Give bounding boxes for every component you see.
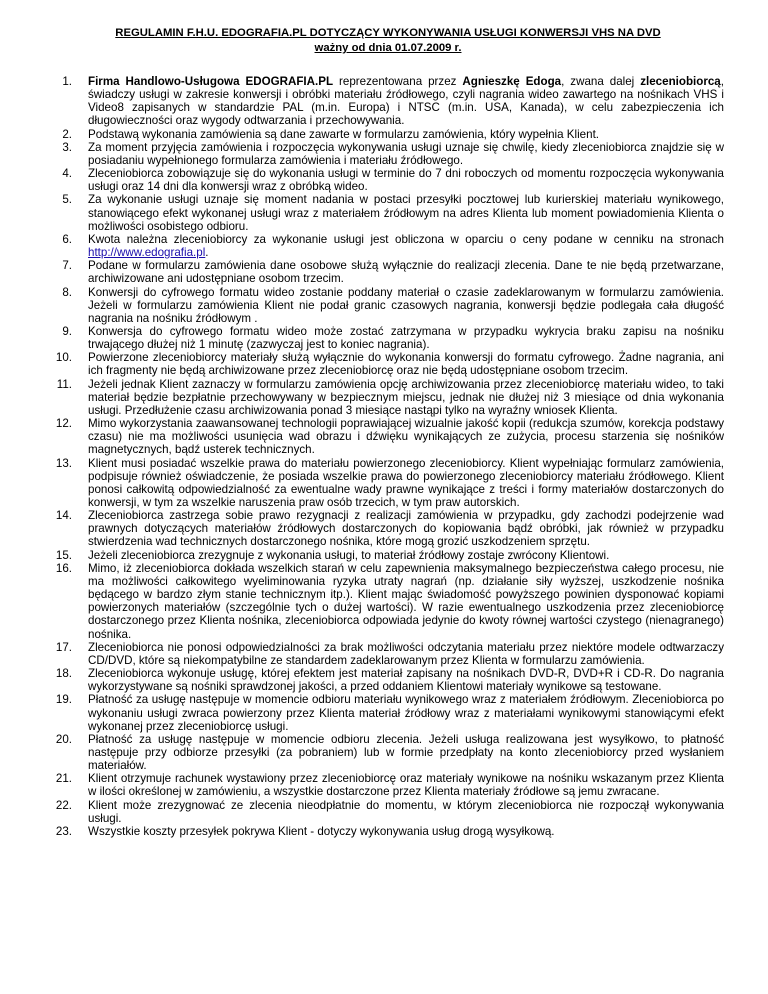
rule-number: 7. (62, 259, 72, 273)
rule-5 (52, 193, 724, 232)
rule-number: 4. (62, 167, 72, 181)
document-title (52, 26, 724, 56)
rule-number: 10. (55, 351, 72, 365)
rule-16 (52, 562, 724, 641)
rule-2 (52, 128, 724, 141)
rule-text: Mimo, iż zleceniobiorca dokłada wszelkich starań w celu zapewnienia maksymalnego bezpieczeństwa całego procesu, nie ma możliwości całkowitego wyeliminowania ryzyka utraty nagrań (np. działanie siły wyższej, uszkodzenie nośnika będącego w bardzo złym stanie technicznym itp.). Klient mając świadomość powyższego powinien dysponować kopiami powierzonych materiałów (szczególnie tych o dużej wartości). W razie ewentualnego uszkodzenia przez zleceniobiorcę dostarczonego przez Klienta nośnika, zleceniobiorca odpowiada jedynie do kwoty równej wartości czystego (nienagranego) nośnika. (88, 561, 724, 641)
rule-text: Klient może zrezygnować ze zlecenia nieodpłatnie do momentu, w którym zleceniobiorca nie rozpoczął wykonywania usługi. (88, 798, 724, 825)
rule-text: Płatność za usługę następuje w momencie odbioru zlecenia. Jeżeli usługa realizowana jest wysyłkowo, to płatność następuje przy odbiorze przesyłki (za pobraniem) lub w formie przedpłaty na konto zleceniobiorcy przed wysłaniem materiałów. (88, 732, 724, 773)
rule-15 (52, 549, 724, 562)
rule-number: 8. (62, 285, 72, 299)
rule-text: Zleceniobiorca zobowiązuje się do wykonania usługi w terminie do 7 dni roboczych od momentu rozpoczęcia wykonywania usługi oraz 14 dni dla konwersji wraz z obróbką wideo. (88, 167, 724, 194)
rule-text: Mimo wykorzystania zaawansowanej technologii poprawiającej wizualnie jakość kopii (redukcja szumów, korekcja podstawy czasu) nie ma możliwości usunięcia wad obrazu i dźwięku wynikających ze zużycia, procesu starzenia się nośników magnetycznych, bądź usterek technicznych. (88, 417, 724, 457)
representative-name: Agnieszkę Edoga (462, 75, 562, 88)
rule-text: Zleceniobiorca nie ponosi odpowiedzialności za brak możliwości odczytania materiału przez niektóre modele odtwarzaczy CD/DVD, które są niekompatybilne ze standardem zadeklarowanym przez Klienta w formularzu zamówienia. (88, 640, 724, 667)
rule-number: 3. (62, 140, 72, 154)
rule-text: Jeżeli jednak Klient zaznaczy w formularzu zamówienia opcję archiwizowania przez zleceniobiorcę materiału wideo, to taki materiał będzie bezpłatnie przechowywany w bezpiecznym miejscu, jednak nie dłużej niż 3 miesiące od dnia wykonania usługi. Przedłużenie czasu archiwizowania ponad 3 miesiące nastąpi tylko na wyraźny wniosek Klienta. (88, 377, 724, 417)
rule-number: 21. (55, 772, 72, 786)
rule-number: 19. (55, 693, 72, 707)
rule-text: Kwota należna zleceniobiorcy za wykonanie usługi jest obliczona w oparciu o ceny podane w cenniku na stronach (88, 232, 724, 246)
rule-number: 9. (62, 324, 72, 338)
rule-1: 1. Firma Handlowo-Usługowa EDOGRAFIA.PL reprezentowana przez Agnieszkę Edoga, zwana dalej zleceniobiorcą, świadczy usługi w zakresie konwersji i obróbki materiału źródłowego, czyli nagrania wideo zawartego na nośnikach VHS i Video8 zapisanych w standardzie PAL (m.in. Europa) i NTSC (m.in. USA, Kanada), w celu zabezpieczenia ich długowieczności oraz wygody odtwarzania i przechowywania. (52, 75, 724, 128)
rule-number: 17. (55, 640, 72, 654)
rule-number: 6. (62, 232, 72, 246)
rule-number: 16. (55, 561, 72, 575)
rule-number: 23. (55, 824, 72, 838)
rule-text: Powierzone zleceniobiorcy materiały służą wyłącznie do wykonania konwersji do formatu cyfrowego. Żadne nagrania, ani ich fragmenty nie będą archiwizowane przez zleceniobiorcę oraz nie będą udostępniane osobom trzecim. (88, 351, 724, 378)
rule-text: Konwersji do cyfrowego formatu wideo zostanie poddany materiał o czasie zadeklarowanym w formularzu zamówienia. Jeżeli w formularzu zamówienia Klient nie podał granic czasowych nagrania, konwersji będzie podlegała cała długość nagrania na nośniku źródłowym . (88, 285, 724, 325)
rule-text: Klient musi posiadać wszelkie prawa do materiału powierzonego zleceniobiorcy. Klient wypełniając formularz zamówienia, podpisuje również oświadczenie, że posiada wszelkie prawa do powierzonego zleceniobiorcy materiału źródłowego. Klient ponosi całkowitą odpowiedzialność za ewentualne wady prawne wynikające z treści i formy materiałów dostarczonych do konwersji, w tym za wszelkie naruszenia praw osób trzecich, w tym praw autorskich. (88, 456, 724, 509)
rule-number: 2. (62, 127, 72, 141)
rule-19 (52, 693, 724, 732)
rule-text: Klient otrzymuje rachunek wystawiony przez zleceniobiorcę oraz materiały wynikowe na nośniku wskazanym przez Klienta w ilości określonej w zamówieniu, a wszystkie dostarczone przez Klienta materiały źródłowe są jemu zwracane. (88, 772, 724, 799)
rule-8 (52, 286, 724, 325)
rule-text: Zleceniobiorca wykonuje usługę, której efektem jest materiał zapisany na nośnikach DVD-R, DVD+R i CD-R. Do nagrania wykorzystywane są nośniki sprawdzonej jakości, a przed oddaniem Klientowi materiały wynikowe są testowane. (88, 667, 724, 694)
rule-9 (52, 325, 724, 351)
contractor-term: zleceniobiorcą (640, 75, 721, 88)
rule-18 (52, 667, 724, 693)
rule-text: Wszystkie koszty przesyłek pokrywa Klient - dotyczy wykonywania usług drogą wysyłkową. (88, 824, 555, 838)
rule-20 (52, 733, 724, 772)
rule-number: 22. (55, 798, 72, 812)
rule-text: Za moment przyjęcia zamówienia i rozpoczęcia wykonywania usługi uznaje się chwilę, kiedy zleceniobiorca znajdzie się w posiadaniu wypełnionego formularza zamówienia i materiału źródłowego. (88, 140, 724, 167)
rule-14 (52, 509, 724, 548)
rule-number: 13. (55, 456, 72, 470)
rule-number: 11. (56, 377, 72, 391)
rule-text: Zleceniobiorca zastrzega sobie prawo rezygnacji z realizacji zamówienia w przypadku, gdy zachodzi podejrzenie wad prawnych dotyczących materiałów źródłowych dostarczonych do kopiowania bądź obróbki, jak również w przypadku stwierdzenia wad technicznych dostarczonego nośnika, które mogą grozić uszkodzeniem sprzętu. (88, 509, 724, 549)
rule-21 (52, 772, 724, 798)
website-link[interactable]: http://www.edografia.pl (88, 246, 206, 260)
rule-4 (52, 167, 724, 193)
rule-number: 15. (55, 548, 72, 562)
title-line-2: ważny od dnia 01.07.2009 r. (314, 42, 462, 54)
rule-number: 20. (55, 732, 72, 746)
rule-10 (52, 351, 724, 377)
rule-text: Płatność za usługę następuje w momencie odbioru materiału wynikowego wraz z materiałem źródłowym. Zleceniobiorca po wykonaniu usługi zwraca powierzony przez Klienta materiał źródłowy wraz z materiałami wynikowymi stanowiącymi efekt wykonanej przez zleceniobiorcę usługi. (88, 693, 724, 733)
rule-number: 12. (55, 417, 72, 431)
rule-number: 1. (62, 75, 72, 88)
rule-6: 6. Kwota należna zleceniobiorcy za wykonanie usługi jest obliczona w oparciu o ceny podane w cenniku na stronach http://www.edografia.pl. (52, 233, 724, 259)
rule-13 (52, 457, 724, 510)
rule-text: Jeżeli zleceniobiorca zrezygnuje z wykonania usługi, to materiał źródłowy zostaje zwrócony Klientowi. (88, 548, 610, 562)
rule-text: Konwersja do cyfrowego formatu wideo może zostać zatrzymana w przypadku wykrycia braku zapisu na nośniku trwającego dłużej niż 1 minutę (zazwyczaj jest to koniec nagrania). (88, 324, 724, 352)
rule-text: Za wykonanie usługi uznaje się moment nadania w postaci przesyłki pocztowej lub kurierskiej materiału wynikowego, stanowiącego efekt wykonanej usługi wraz z materiałem źródłowym na adres Klienta lub moment powiadomienia Klienta o możliwości osobistego odbioru. (88, 193, 724, 233)
rule-7 (52, 259, 724, 285)
rule-text: Podane w formularzu zamówienia dane osobowe służą wyłącznie do realizacji zlecenia. Dane te nie będą przetwarzane, archiwizowane ani udostępniane osobom trzecim. (88, 259, 724, 286)
rule-23 (52, 825, 724, 838)
rules-list (52, 75, 724, 838)
rule-number: 5. (62, 193, 72, 207)
company-name: Firma Handlowo-Usługowa EDOGRAFIA.PL (88, 75, 334, 88)
rule-number: 14. (55, 509, 72, 523)
rule-17 (52, 641, 724, 667)
rule-12 (52, 417, 724, 456)
rule-11 (52, 378, 724, 417)
rule-22 (52, 799, 724, 825)
rule-number: 18. (55, 667, 72, 681)
rule-text: Podstawą wykonania zamówienia są dane zawarte w formularzu zamówienia, który wypełnia Klient. (88, 127, 600, 141)
title-line-1: REGULAMIN F.H.U. EDOGRAFIA.PL DOTYCZĄCY WYKONYWANIA USŁUGI KONWERSJI VHS NA DVD (115, 27, 661, 39)
rule-3 (52, 141, 724, 167)
